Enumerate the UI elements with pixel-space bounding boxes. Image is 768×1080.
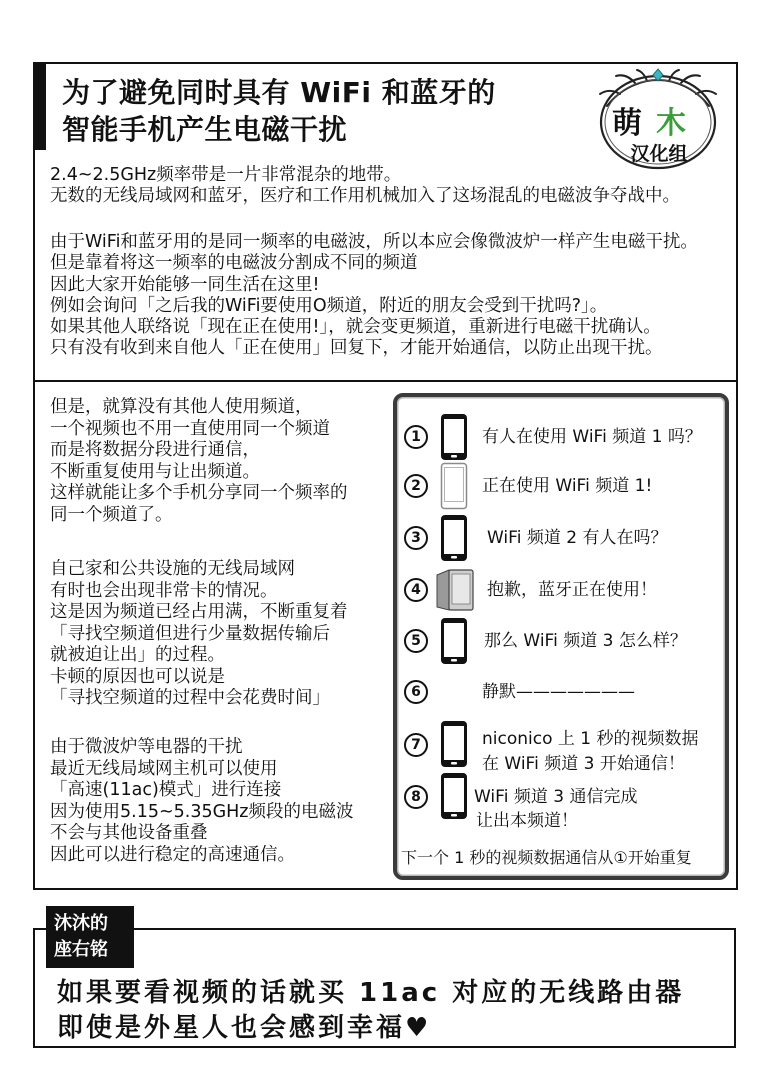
step-number-badge: 7: [404, 733, 428, 757]
phone-screen: [444, 726, 464, 760]
step-message: [484, 630, 687, 652]
page-title: [62, 74, 496, 148]
step-message-line: WiFi 频道 3 通信完成: [474, 787, 638, 807]
paragraph-line: 「高速(11ac)模式」进行连接: [50, 780, 282, 800]
step-message-line: 让出本频道！: [476, 811, 578, 831]
step-number-badge: 3: [404, 526, 428, 550]
step-5: [397, 617, 725, 665]
explanation-line: 但是靠着将这一频率的电磁波分割成不同的频道: [50, 253, 418, 274]
step-number-badge: 5: [404, 629, 428, 653]
channel-negotiation-diagram: [393, 393, 729, 880]
paragraph-line: 不会与其他设备重叠: [50, 823, 208, 843]
phone-home-button: [451, 814, 457, 817]
phone-screen: [444, 419, 464, 453]
scanlation-group-logo: [595, 66, 725, 176]
step-message: [487, 579, 657, 601]
step-8: [397, 773, 725, 831]
paragraph-line: 因此可以进行稳定的高速通信。: [50, 844, 295, 865]
step-number-badge: 1: [404, 425, 428, 449]
step-message: [474, 785, 637, 833]
step-message: [482, 426, 702, 448]
step-number-badge: 8: [404, 785, 428, 809]
paragraph-line: 由于微波炉等电器的干扰: [50, 737, 243, 757]
motto-label-line: 沐沐的: [54, 913, 108, 934]
explanation-line: 如果其他人联络说「现在正在使用!」，就会变更频道，重新进行电磁干扰确认。: [50, 317, 661, 338]
paragraph-line: 最近无线局域网主机可以使用: [50, 758, 278, 779]
step-message-line: 静默———————: [482, 682, 635, 702]
step-number-badge: 4: [404, 578, 428, 602]
step-message-line: 正在使用 WiFi 频道 1!: [482, 476, 653, 496]
explanation-line: 因此大家开始能够一同生活在这里!: [50, 274, 320, 295]
phone-case-cover: [437, 570, 449, 610]
step-message: [482, 727, 699, 777]
motto-text-line: 即使是外星人也会感到幸福♥: [57, 1013, 432, 1043]
phone-home-button: [451, 659, 457, 662]
title-line: 智能手机产生电磁干扰: [62, 113, 348, 146]
logo-subtitle: 汉化组: [630, 143, 688, 165]
step-4: [397, 566, 725, 614]
explanation-paragraph: [50, 232, 698, 360]
paragraph-line: 但是，就算没有其他人使用频道，: [50, 397, 313, 417]
motto-text-line: 如果要看视频的话就买 11ac 对应的无线路由器: [57, 978, 685, 1008]
lag-reason-paragraph: [50, 559, 348, 710]
paragraph-line: 就被迫让出」的过程。: [50, 645, 225, 665]
phone-home-button: [451, 556, 457, 559]
step-message-line: 那么 WiFi 频道 3 怎么样？: [484, 631, 687, 651]
channel-sharing-paragraph: [50, 397, 348, 526]
step-6: [397, 668, 725, 716]
phone-icon: [440, 617, 468, 665]
phone-icon: [440, 413, 468, 461]
step-1: [397, 413, 725, 461]
step-2: [397, 462, 725, 510]
high-speed-mode-paragraph: [50, 737, 354, 866]
step-message: [482, 681, 635, 703]
paragraph-line: 「寻找空频道但进行少量数据传输后: [50, 623, 330, 644]
phone-screen: [444, 778, 464, 812]
step-message: [482, 475, 652, 497]
section-divider: [35, 380, 736, 382]
phone-icon: [440, 772, 468, 820]
logo-name-part2: 木: [656, 106, 686, 141]
paragraph-line: 这是因为频道已经占用满，不断重复着: [50, 602, 348, 622]
paragraph-line: 自己家和公共设施的无线局域网: [50, 559, 295, 579]
intro-line: 无数的无线局域网和蓝牙，医疗和工作用机械加入了这场混乱的电磁波争夺战中。: [50, 186, 680, 207]
title-line: 为了避免同时具有 WiFi 和蓝牙的: [62, 76, 496, 109]
phone-screen: [445, 468, 464, 502]
step-7: [397, 721, 725, 774]
step-message-line: 在 WiFi 频道 3 开始通信！: [482, 754, 685, 774]
phone-home-button: [451, 762, 457, 765]
left-column: [50, 397, 385, 877]
phone-screen: [444, 520, 464, 554]
paragraph-line: 「寻找空频道的过程中会花费时间」: [50, 688, 330, 708]
article-panel: [33, 62, 738, 890]
logo-name-part1: 萌: [612, 106, 642, 141]
paragraph-line: 有时也会出现非常卡的情况。: [50, 580, 278, 601]
phone-icon: [440, 720, 468, 768]
title-accent-bar: [35, 64, 46, 150]
step-number-badge: 2: [404, 474, 428, 498]
motto-label: [46, 906, 134, 968]
step-message-line: 抱歉，蓝牙正在使用！: [487, 580, 657, 600]
step-message: [487, 527, 667, 549]
paragraph-line: 而是将数据分段进行通信，: [50, 440, 260, 460]
motto-panel: [33, 913, 736, 1048]
phone-light-icon: [440, 462, 468, 510]
intro-line: 2.4~2.5GHz频率带是一片非常混杂的地带。: [50, 165, 402, 185]
motto-label-line: 座右铭: [54, 939, 108, 960]
paragraph-line: 这样就能让多个手机分享同一个频率的: [50, 483, 348, 503]
explanation-line: 由于WiFi和蓝牙用的是同一频率的电磁波，所以本应会像微波炉一样产生电磁干扰。: [50, 232, 698, 252]
paragraph-line: 不断重复使用与让出频道。: [50, 461, 260, 482]
diagram-footer-note: 下一个 1 秒的视频数据通信从①开始重复: [401, 848, 692, 867]
phone-icon: [440, 514, 468, 562]
phone-home-button: [451, 455, 457, 458]
paragraph-line: 因为使用5.15~5.35GHz频段的电磁波: [50, 801, 354, 822]
phone-screen: [452, 574, 470, 604]
step-3: [397, 514, 725, 562]
paragraph-line: 同一个频道了。: [50, 504, 173, 525]
step-message-line: WiFi 频道 2 有人在吗？: [487, 528, 668, 548]
phone-screen: [444, 623, 464, 657]
intro-paragraph: [50, 165, 680, 208]
phone-flip-case-icon: [435, 568, 475, 612]
explanation-line: 只有没有收到来自他人「正在使用」回复下，才能开始通信，以防止出现干扰。: [50, 338, 663, 359]
step-message-line: 有人在使用 WiFi 频道 1 吗？: [482, 427, 702, 447]
step-message-line: niconico 上 1 秒的视频数据: [482, 729, 699, 749]
step-number-badge: 6: [404, 680, 428, 704]
paragraph-line: 一个视频也不用一直使用同一个频道: [50, 418, 330, 439]
explanation-line: 例如会询问「之后我的WiFi要使用O频道，附近的朋友会受到干扰吗?」。: [50, 295, 608, 316]
paragraph-line: 卡顿的原因也可以说是: [50, 666, 225, 687]
